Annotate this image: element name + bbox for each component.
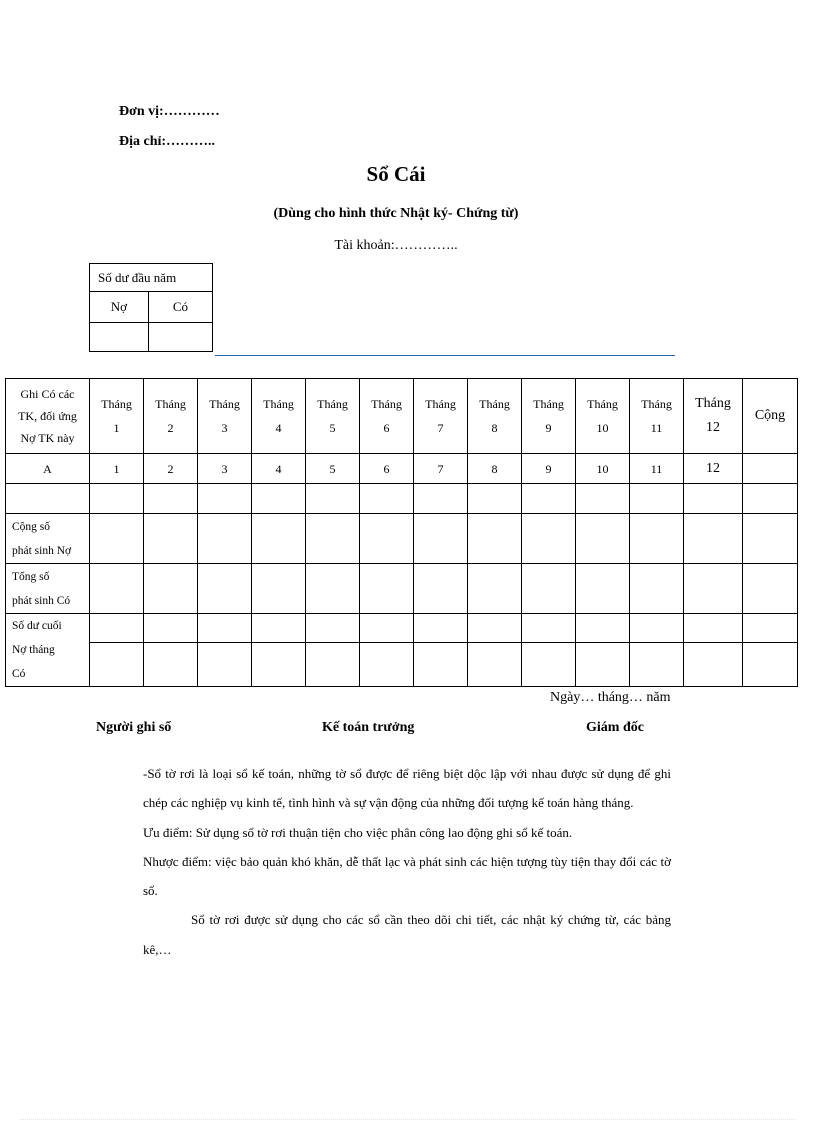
- month-header-5: [306, 379, 360, 454]
- entry-row: [6, 484, 798, 514]
- month-number: 4: [275, 421, 282, 435]
- index-cell: 6: [360, 454, 414, 484]
- debit-total-row: [6, 514, 798, 564]
- month-label: Tháng: [263, 397, 294, 411]
- month-label: Tháng: [641, 397, 672, 411]
- index-cell: 7: [414, 454, 468, 484]
- month-number: 6: [383, 421, 390, 435]
- index-cell: [743, 454, 798, 484]
- month-header-9: [522, 379, 576, 454]
- month-label: Tháng: [209, 397, 240, 411]
- row-label-line: phát sinh Có: [12, 594, 71, 607]
- index-cell: 1: [90, 454, 144, 484]
- page-title: Sổ Cái: [366, 162, 426, 186]
- month-header-7: [414, 379, 468, 454]
- month-header-3: [198, 379, 252, 454]
- month-header-10: [576, 379, 630, 454]
- signature-director: Giám đốc: [586, 720, 644, 735]
- index-cell: 5: [306, 454, 360, 484]
- note-paragraph: Nhược điểm: việc bảo quản khó khăn, dễ thất lạc và phát sinh các hiện tượng tùy tiện thay đổi các tờ sổ.: [143, 853, 671, 899]
- closing-balance-label: [6, 614, 90, 687]
- unit-line: Đơn vị:…………: [119, 104, 220, 119]
- account-line: Tài khoản:…………..: [334, 238, 458, 253]
- credit-total-row: [6, 564, 798, 614]
- row-label-line: phát sinh Nợ: [12, 544, 72, 557]
- ledger-table: [5, 378, 798, 687]
- month-label: Tháng: [317, 397, 348, 411]
- month-label: Tháng: [101, 397, 132, 411]
- month-number: 3: [221, 421, 228, 435]
- page-bottom-rule: [20, 1119, 796, 1120]
- row-label-line: Số dư cuối: [12, 620, 62, 632]
- month-number: 8: [491, 421, 498, 435]
- corner-header-line: Ghi Có các: [20, 387, 75, 401]
- opening-balance-table: [89, 263, 213, 352]
- index-cell: 12: [684, 454, 743, 484]
- closing-balance-credit-row: [6, 643, 798, 687]
- month-label: Tháng: [371, 397, 402, 411]
- opening-balance-heading: Số dư đầu năm: [90, 264, 213, 292]
- index-cell: 8: [468, 454, 522, 484]
- debit-total-label: [6, 514, 90, 564]
- signature-recorder: Người ghi sổ: [96, 720, 172, 735]
- index-cell: 4: [252, 454, 306, 484]
- month-number: 1: [113, 421, 120, 435]
- index-cell: A: [6, 454, 90, 484]
- corner-header-cell: [6, 379, 90, 454]
- ledger-header-row: [6, 379, 798, 454]
- note-paragraph: -Sổ tờ rơi là loại sổ kế toán, những tờ sổ được để riêng biệt dộc lập với nhau được sử dụng để ghi chép các nghiệp vụ kinh tế, tình hình và sự vận động của những đối tượng kế toán hàng tháng.: [143, 766, 671, 811]
- month-label: Tháng: [695, 396, 731, 411]
- month-number: 12: [706, 420, 720, 435]
- month-number: 2: [167, 421, 174, 435]
- month-header-4: [252, 379, 306, 454]
- opening-debit-cell: [90, 323, 149, 352]
- index-cell: 3: [198, 454, 252, 484]
- month-label: Tháng: [587, 397, 618, 411]
- address-line: Địa chỉ:………..: [119, 134, 216, 149]
- index-cell: 11: [630, 454, 684, 484]
- index-cell: 2: [144, 454, 198, 484]
- opening-debit-header: Nợ: [90, 292, 149, 323]
- month-number: 5: [329, 421, 336, 435]
- month-header-8: [468, 379, 522, 454]
- month-number: 11: [650, 421, 663, 435]
- index-row: [6, 454, 798, 484]
- note-paragraph: Ưu điểm: Sử dụng sổ tờ rơi thuận tiện cho việc phân công lao động ghi sổ kế toán.: [143, 824, 573, 840]
- date-line: Ngày… tháng… năm: [550, 690, 671, 705]
- opening-credit-cell: [148, 323, 212, 352]
- divider-rule: [215, 355, 675, 356]
- month-header-2: [144, 379, 198, 454]
- month-header-12: [684, 379, 743, 454]
- total-header: Cộng: [743, 379, 798, 454]
- month-header-6: [360, 379, 414, 454]
- month-header-1: [90, 379, 144, 454]
- page-subtitle: (Dùng cho hình thức Nhật ký- Chứng từ): [273, 206, 519, 221]
- month-number: 9: [545, 421, 552, 435]
- row-label-line: Cộng số: [12, 520, 51, 533]
- signature-chief-accountant: Kế toán trưởng: [322, 720, 415, 735]
- row-label-line: Tổng số: [12, 570, 50, 583]
- month-header-11: [630, 379, 684, 454]
- index-cell: 9: [522, 454, 576, 484]
- row-label-line: Nợ tháng: [12, 644, 55, 656]
- notes-section: [143, 759, 671, 964]
- month-number: 10: [596, 421, 609, 435]
- row-label-line: Có: [12, 668, 26, 680]
- month-label: Tháng: [155, 397, 186, 411]
- opening-credit-header: Có: [148, 292, 212, 323]
- month-label: Tháng: [425, 397, 456, 411]
- index-cell: 10: [576, 454, 630, 484]
- month-label: Tháng: [479, 397, 510, 411]
- month-number: 7: [437, 421, 444, 435]
- credit-total-label: [6, 564, 90, 614]
- closing-balance-row: [6, 614, 798, 643]
- month-label: Tháng: [533, 397, 564, 411]
- corner-header-line: TK, đối ứng: [18, 409, 77, 423]
- note-paragraph: Sổ tờ rơi được sử dụng cho các sổ cần theo dõi chi tiết, các nhật ký chứng từ, các bảng kê,…: [143, 912, 671, 957]
- corner-header-line: Nợ TK này: [20, 431, 75, 445]
